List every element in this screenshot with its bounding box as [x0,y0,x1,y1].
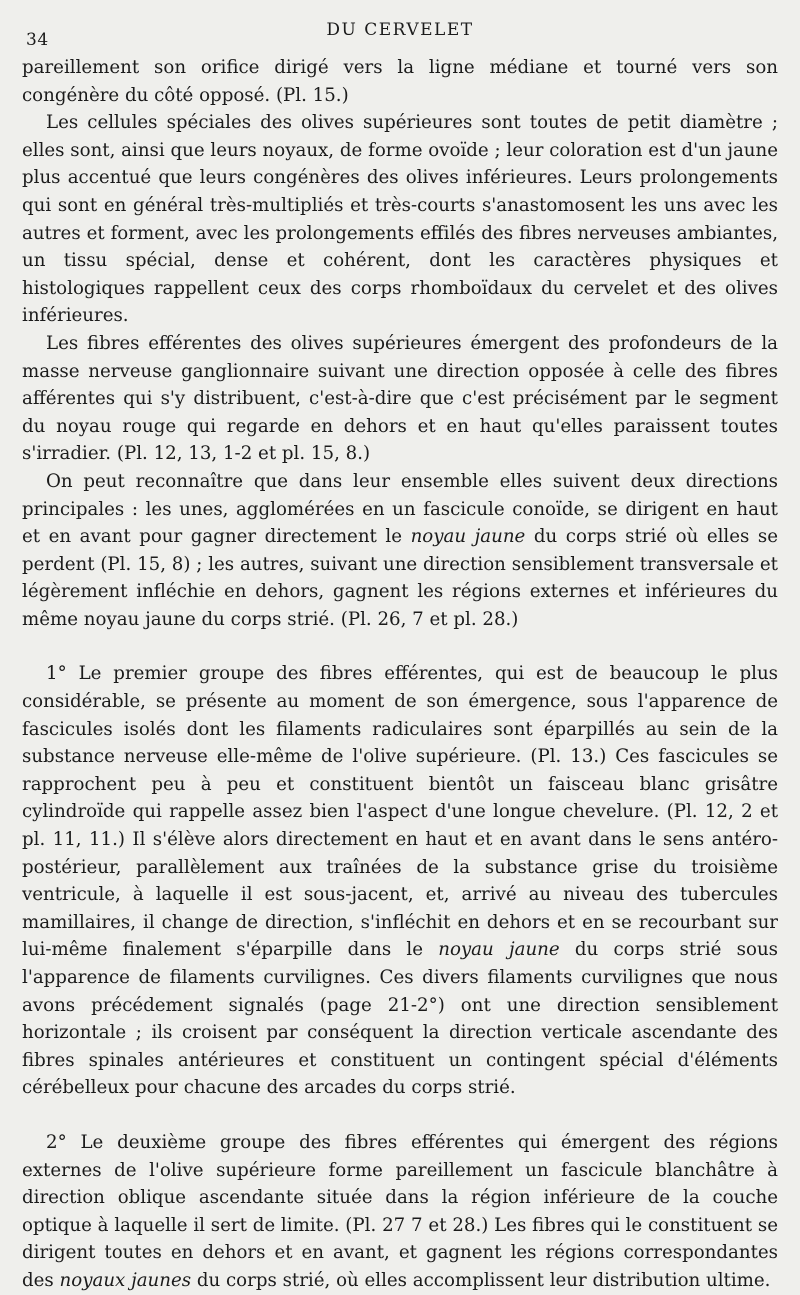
paragraph-fibres-efferentes: Les fibres efférentes des olives supérieures émergent des profondeurs de la masse nerveuse ganglionnaire suivant une direction opposée à celle des fibres afférentes qui s'y distribuent, c'est-à-dire que c'est précisément par le segment du noyau rouge qui regarde en dehors et en haut qu'elles paraissent toutes s'irradier. (Pl. 12, 13, 1-2 et pl. 15, 8.) [22,332,778,465]
italic-term: noyau jaune [410,526,526,548]
page-number: 34 [26,30,49,50]
paragraph-continuation: pareillement son orifice dirigé vers la ligne médiane et tourné vers son congénère du côté opposé. (Pl. 15.) [22,57,778,106]
text-run: 1° Le premier groupe des fibres efférentes, qui est de beaucoup le plus considérable, se présente au moment de son émergence, sous l'apparence de fascicules isolés dont les filaments radiculaires sont éparpillés au sein de la substance nerveuse elle-même de l'olive supérieure. (Pl. 13.) Ces fascicules se rapprochent peu à peu et constituent bientôt un faisceau blanc grisâtre cylindroïde qui rappelle assez bien l'aspect d'une longue chevelure. (Pl. 12, 2 et pl. 11, 11.) Il s'élève alors directement en haut et en avant dans le sens antéro-postérieur, parallèlement aux traînées de la substance grise du troisième ventricule, à laquelle il est sous-jacent, et, arrivé au niveau des tubercules mamillaires, il change de direction, s'infléchit en dehors et en se recourbant sur lui-même finalement s'éparpille dans le [22,663,778,961]
running-title: DU CERVELET [326,20,474,40]
paragraph-deuxieme-groupe [22,1129,778,1295]
text-run: 2° Le deuxième groupe des fibres efférentes qui émergent des régions externes de l'olive supérieure forme pareillement un fascicule blanchâtre à direction oblique ascendante située dans la région inférieure de la couche optique à laquelle il sert de limite. (Pl. 27 7 et 28.) Les fibres qui le constituent se dirigent toutes en dehors et en avant, et gagnent les régions correspondantes des [22,1131,778,1291]
paragraph-deux-directions [22,468,778,634]
text-run: du corps strié, où elles accomplissent leur distribution ultime. [191,1269,771,1291]
paragraph-cellules: Les cellules spéciales des olives supérieures sont toutes de petit diamètre ; elles sont, ainsi que leurs noyaux, de forme ovoïde ; leur coloration est d'un jaune plus accentué que leurs congénères des olives inférieures. Leurs prolongements qui sont en général très-multipliés et très-courts s'anastomosent les uns avec les autres et forment, avec les prolongements effilés des fibres nerveuses ambiantes, un tissu spécial, dense et cohérent, dont les caractères physiques et histologiques rappellent ceux des corps rhomboïdaux du cervelet et des olives inférieures. [22,112,778,327]
text-run: du corps strié sous l'apparence de filaments curvilignes. Ces divers filaments curvilignes que nous avons précédement signalés (page 21-2°) ont une direction sensiblement horizontale ; ils croisent par conséquent la direction verticale ascendante des fibres spinales antérieures et constituent un contingent spécial d'éléments cérébelleux pour chacune des arcades du corps strié. [22,939,778,1099]
text-run: du corps strié où elles se perdent (Pl. 15, 8) ; les autres, suivant une direction sensiblement transversale et légèrement infléchie en dehors, gagnent les régions externes et inférieures du même noyau jaune du corps strié. (Pl. 26, 7 et pl. 28.) [22,526,778,630]
italic-term: noyau jaune [438,939,560,961]
paragraph-premier-groupe [22,660,778,1102]
italic-term: noyaux jaunes [59,1269,192,1291]
text-run: On peut reconnaître que dans leur ensemble elles suivent deux directions principales : les unes, agglomérées en un fascicule conoïde, se dirigent en haut et en avant pour gagner directement le [22,470,778,548]
body-text [22,54,778,1295]
